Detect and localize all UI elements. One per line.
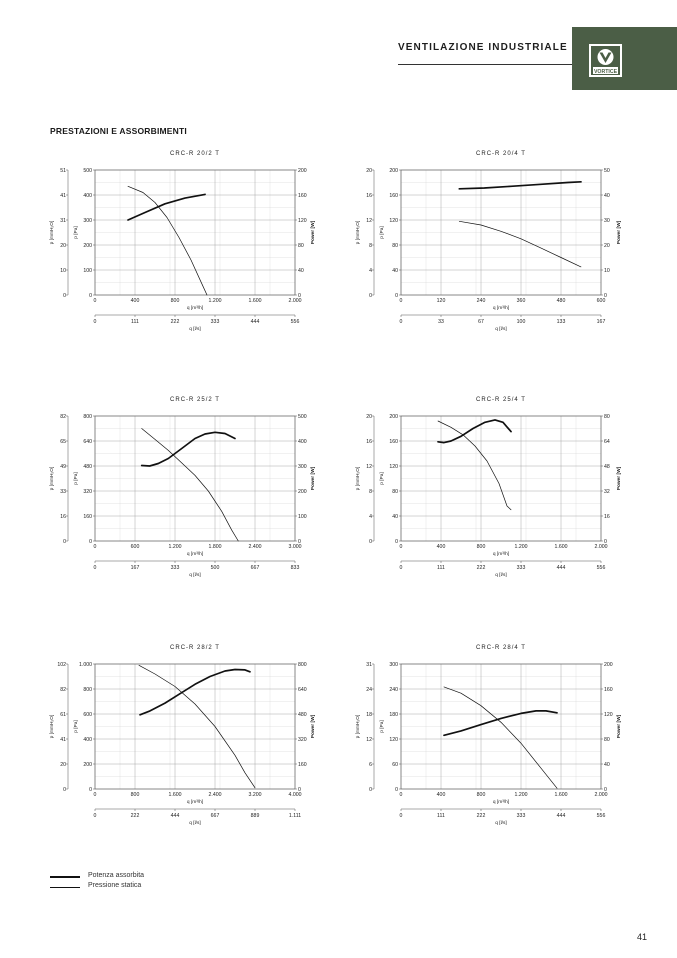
y-axis-label: p [Pa] — [74, 720, 79, 733]
x-tick-label: 1.200 — [208, 298, 222, 304]
ls-tick-label: 222 — [130, 813, 140, 819]
y-tick-label: 80 — [392, 243, 398, 249]
x-tick-label: 800 — [170, 298, 180, 304]
mm-tick-label: 102 — [57, 662, 66, 668]
y-tick-label: 200 — [83, 762, 92, 768]
y-tick-label: 100 — [83, 268, 92, 274]
mm-tick-label: 4 — [369, 514, 372, 520]
y2-tick-label: 30 — [604, 218, 610, 224]
pressure-curve — [438, 421, 511, 510]
x-tick-label: 1.600 — [554, 792, 568, 798]
ls-tick-label: 0 — [399, 565, 403, 571]
ls-tick-label: 67 — [478, 319, 484, 325]
y2-tick-label: 48 — [604, 464, 610, 470]
ls-tick-label: 0 — [93, 319, 97, 325]
ls-tick-label: 100 — [516, 319, 526, 325]
ls-axis-label: q [l/s] — [189, 573, 201, 578]
x-tick-label: 1.200 — [514, 792, 528, 798]
y-axis-label: p [Pa] — [74, 472, 79, 485]
mm-tick-label: 31 — [60, 218, 66, 224]
power-curve — [444, 711, 557, 735]
mm-tick-label: 33 — [60, 489, 66, 495]
y-tick-label: 800 — [83, 414, 92, 420]
x-tick-label: 0 — [93, 792, 97, 798]
x-tick-label: 120 — [436, 298, 446, 304]
chart-5 — [49, 645, 316, 826]
ls-axis-label: q [l/s] — [495, 821, 507, 826]
chart-title: CRC-R 20/4 T — [476, 151, 526, 157]
logo-wordmark: VORTICE — [593, 68, 618, 75]
x-tick-label: 1.600 — [248, 298, 262, 304]
ls-tick-label: 0 — [399, 319, 403, 325]
mm-tick-label: 8 — [369, 243, 372, 249]
y-tick-label: 160 — [83, 514, 92, 520]
y-tick-label: 640 — [83, 439, 92, 445]
power-curve — [142, 432, 235, 466]
power-curve — [128, 194, 205, 220]
chart-3 — [49, 397, 316, 578]
legend-label-power: Potenza assorbita — [88, 872, 145, 879]
x-tick-label: 1.200 — [168, 544, 182, 550]
ls-tick-label: 833 — [290, 565, 300, 571]
y2-tick-label: 40 — [298, 268, 304, 274]
y2-tick-label: 80 — [298, 243, 304, 249]
y-tick-label: 300 — [83, 218, 92, 224]
ls-tick-label: 333 — [516, 565, 526, 571]
y2-axis-label: Power [W] — [617, 714, 622, 739]
y2-tick-label: 16 — [604, 514, 610, 520]
ls-axis-label: q [l/s] — [189, 327, 201, 332]
x-tick-label: 1.600 — [554, 544, 568, 550]
y2-tick-label: 200 — [298, 489, 307, 495]
ls-tick-label: 556 — [596, 813, 606, 819]
ls-tick-label: 0 — [93, 565, 97, 571]
x-tick-label: 0 — [399, 298, 403, 304]
y2-tick-label: 40 — [604, 193, 610, 199]
mm-axis-label: p [mmH₂O] — [50, 714, 55, 739]
x-tick-label: 2.400 — [248, 544, 262, 550]
x-tick-label: 3.200 — [248, 792, 262, 798]
x-tick-label: 0 — [93, 544, 97, 550]
mm-tick-label: 12 — [366, 737, 372, 743]
y2-axis-label: Power [W] — [311, 466, 316, 491]
x-axis-label: q [m³/h] — [492, 800, 510, 805]
y-axis-label: p [Pa] — [380, 472, 385, 485]
y2-axis-label: Power [W] — [617, 220, 622, 245]
ls-tick-label: 167 — [596, 319, 606, 325]
mm-tick-label: 24 — [366, 687, 372, 693]
y-tick-label: 400 — [83, 737, 92, 743]
y-tick-label: 120 — [389, 737, 398, 743]
power-curve — [140, 670, 250, 715]
y2-tick-label: 320 — [298, 737, 307, 743]
mm-tick-label: 61 — [60, 712, 66, 718]
mm-tick-label: 16 — [366, 193, 372, 199]
y-tick-label: 400 — [83, 193, 92, 199]
y-tick-label: 0 — [395, 787, 398, 793]
y-tick-label: 480 — [83, 464, 92, 470]
mm-tick-label: 65 — [60, 439, 66, 445]
ls-tick-label: 33 — [438, 319, 444, 325]
y-tick-label: 40 — [392, 514, 398, 520]
x-tick-label: 0 — [399, 792, 403, 798]
y2-tick-label: 0 — [604, 293, 607, 299]
mm-tick-label: 0 — [369, 293, 372, 299]
y2-tick-label: 100 — [298, 514, 307, 520]
chart-2 — [355, 151, 622, 332]
y-tick-label: 0 — [89, 787, 92, 793]
y2-tick-label: 200 — [298, 168, 307, 174]
x-tick-label: 2.000 — [288, 298, 302, 304]
ls-tick-label: 222 — [476, 565, 486, 571]
mm-axis-label: p [mmH₂O] — [356, 220, 361, 245]
pressure-curve — [444, 687, 557, 788]
power-curve — [459, 182, 581, 189]
chart-6 — [355, 645, 622, 826]
legend-swatch-pressure — [50, 887, 80, 888]
x-tick-label: 0 — [93, 298, 97, 304]
y2-axis-label: Power [W] — [311, 714, 316, 739]
y2-tick-label: 120 — [604, 712, 613, 718]
y-tick-label: 300 — [389, 662, 398, 668]
ls-tick-label: 667 — [210, 813, 220, 819]
ls-tick-label: 444 — [170, 813, 180, 819]
x-axis-label: q [m³/h] — [186, 800, 204, 805]
mm-tick-label: 51 — [60, 168, 66, 174]
ls-tick-label: 133 — [556, 319, 566, 325]
pressure-curve — [459, 221, 581, 267]
x-tick-label: 2.000 — [594, 792, 608, 798]
chart-4 — [355, 397, 622, 578]
y-axis-label: p [Pa] — [380, 720, 385, 733]
y2-tick-label: 160 — [604, 687, 613, 693]
ls-axis-label: q [l/s] — [495, 327, 507, 332]
y-tick-label: 200 — [389, 414, 398, 420]
y2-tick-label: 0 — [604, 539, 607, 545]
mm-tick-label: 82 — [60, 414, 66, 420]
y2-tick-label: 32 — [604, 489, 610, 495]
mm-tick-label: 31 — [366, 662, 372, 668]
x-tick-label: 800 — [476, 544, 486, 550]
chart-title: CRC-R 20/2 T — [170, 151, 220, 157]
mm-tick-label: 49 — [60, 464, 66, 470]
ls-tick-label: 222 — [170, 319, 180, 325]
chart-title: CRC-R 28/2 T — [170, 645, 220, 651]
mm-axis-label: p [mmH₂O] — [50, 466, 55, 491]
y-tick-label: 0 — [89, 293, 92, 299]
y-tick-label: 0 — [89, 539, 92, 545]
ls-tick-label: 556 — [290, 319, 300, 325]
mm-tick-label: 20 — [60, 762, 66, 768]
mm-tick-label: 0 — [63, 539, 66, 545]
ls-tick-label: 111 — [131, 319, 139, 325]
mm-tick-label: 18 — [366, 712, 372, 718]
ls-tick-label: 444 — [556, 813, 566, 819]
y-tick-label: 180 — [389, 712, 398, 718]
x-axis-label: q [m³/h] — [186, 306, 204, 311]
y-tick-label: 1.000 — [79, 662, 92, 668]
ls-tick-label: 167 — [130, 565, 140, 571]
mm-tick-label: 8 — [369, 489, 372, 495]
ls-tick-label: 111 — [437, 813, 445, 819]
y2-tick-label: 0 — [298, 293, 301, 299]
y2-tick-label: 160 — [298, 193, 307, 199]
y-tick-label: 40 — [392, 268, 398, 274]
mm-tick-label: 20 — [366, 168, 372, 174]
y2-tick-label: 80 — [604, 737, 610, 743]
y2-tick-label: 20 — [604, 243, 610, 249]
mm-tick-label: 16 — [366, 439, 372, 445]
x-tick-label: 2.400 — [208, 792, 222, 798]
y-tick-label: 80 — [392, 489, 398, 495]
page-number: 41 — [637, 932, 648, 942]
mm-tick-label: 41 — [60, 737, 66, 743]
legend-label-pressure: Pressione statica — [88, 882, 142, 889]
y-axis-label: p [Pa] — [74, 226, 79, 239]
x-tick-label: 3.000 — [288, 544, 302, 550]
y-tick-label: 160 — [389, 439, 398, 445]
power-curve — [438, 420, 511, 443]
y2-tick-label: 200 — [604, 662, 613, 668]
mm-tick-label: 0 — [63, 293, 66, 299]
mm-tick-label: 0 — [369, 787, 372, 793]
x-axis-label: q [m³/h] — [186, 552, 204, 557]
header-title: VENTILAZIONE INDUSTRIALE — [398, 42, 568, 53]
mm-tick-label: 10 — [60, 268, 66, 274]
y2-tick-label: 0 — [604, 787, 607, 793]
y2-tick-label: 480 — [298, 712, 307, 718]
y-tick-label: 320 — [83, 489, 92, 495]
chart-title: CRC-R 25/2 T — [170, 397, 220, 403]
x-tick-label: 480 — [556, 298, 566, 304]
mm-tick-label: 12 — [366, 218, 372, 224]
ls-tick-label: 333 — [170, 565, 180, 571]
x-tick-label: 240 — [476, 298, 486, 304]
x-axis-label: q [m³/h] — [492, 306, 510, 311]
ls-tick-label: 0 — [399, 813, 403, 819]
ls-tick-label: 333 — [516, 813, 526, 819]
y2-tick-label: 300 — [298, 464, 307, 470]
x-tick-label: 1.200 — [514, 544, 528, 550]
ls-tick-label: 111 — [437, 565, 445, 571]
ls-tick-label: 667 — [250, 565, 260, 571]
x-tick-label: 360 — [516, 298, 526, 304]
mm-tick-label: 6 — [369, 762, 372, 768]
mm-tick-label: 20 — [366, 414, 372, 420]
y-tick-label: 600 — [83, 712, 92, 718]
y-tick-label: 160 — [389, 193, 398, 199]
ls-tick-label: 222 — [476, 813, 486, 819]
y-tick-label: 500 — [83, 168, 92, 174]
y2-tick-label: 0 — [298, 539, 301, 545]
ls-tick-label: 333 — [210, 319, 220, 325]
mm-tick-label: 20 — [60, 243, 66, 249]
y2-tick-label: 10 — [604, 268, 610, 274]
y2-tick-label: 500 — [298, 414, 307, 420]
mm-tick-label: 4 — [369, 268, 372, 274]
ls-axis-label: q [l/s] — [189, 821, 201, 826]
x-tick-label: 600 — [130, 544, 140, 550]
y2-tick-label: 120 — [298, 218, 307, 224]
mm-tick-label: 41 — [60, 193, 66, 199]
y2-tick-label: 40 — [604, 762, 610, 768]
ls-tick-label: 0 — [93, 813, 97, 819]
mm-axis-label: p [mmH₂O] — [356, 714, 361, 739]
x-tick-label: 0 — [399, 544, 403, 550]
ls-tick-label: 444 — [250, 319, 260, 325]
chart-1 — [49, 151, 316, 332]
y2-axis-label: Power [W] — [311, 220, 316, 245]
y-tick-label: 240 — [389, 687, 398, 693]
y2-tick-label: 640 — [298, 687, 307, 693]
ls-axis-label: q [l/s] — [495, 573, 507, 578]
pressure-curve — [142, 429, 239, 542]
x-tick-label: 1.600 — [168, 792, 182, 798]
mm-axis-label: p [mmH₂O] — [356, 466, 361, 491]
y2-tick-label: 64 — [604, 439, 610, 445]
section-title: PRESTAZIONI E ASSORBIMENTI — [50, 126, 187, 136]
chart-title: CRC-R 25/4 T — [476, 397, 526, 403]
x-tick-label: 600 — [596, 298, 606, 304]
y2-tick-label: 50 — [604, 168, 610, 174]
x-tick-label: 400 — [436, 792, 446, 798]
ls-tick-label: 889 — [250, 813, 260, 819]
x-tick-label: 4.000 — [288, 792, 302, 798]
ls-tick-label: 556 — [596, 565, 606, 571]
y-tick-label: 120 — [389, 218, 398, 224]
y-tick-label: 800 — [83, 687, 92, 693]
x-tick-label: 1.800 — [208, 544, 222, 550]
chart-title: CRC-R 28/4 T — [476, 645, 526, 651]
ls-tick-label: 444 — [556, 565, 566, 571]
x-axis-label: q [m³/h] — [492, 552, 510, 557]
x-tick-label: 2.000 — [594, 544, 608, 550]
mm-tick-label: 82 — [60, 687, 66, 693]
y2-axis-label: Power [W] — [617, 466, 622, 491]
mm-tick-label: 12 — [366, 464, 372, 470]
legend-swatch-power — [50, 876, 80, 878]
mm-tick-label: 0 — [369, 539, 372, 545]
y2-tick-label: 80 — [604, 414, 610, 420]
mm-axis-label: p [mmH₂O] — [50, 220, 55, 245]
y-tick-label: 0 — [395, 293, 398, 299]
y2-tick-label: 800 — [298, 662, 307, 668]
y-tick-label: 120 — [389, 464, 398, 470]
x-tick-label: 400 — [130, 298, 140, 304]
y2-tick-label: 0 — [298, 787, 301, 793]
x-tick-label: 400 — [436, 544, 446, 550]
y-axis-label: p [Pa] — [380, 226, 385, 239]
y-tick-label: 200 — [389, 168, 398, 174]
y-tick-label: 0 — [395, 539, 398, 545]
mm-tick-label: 0 — [63, 787, 66, 793]
y2-tick-label: 160 — [298, 762, 307, 768]
mm-tick-label: 16 — [60, 514, 66, 520]
x-tick-label: 800 — [130, 792, 140, 798]
y-tick-label: 200 — [83, 243, 92, 249]
ls-tick-label: 1.111 — [288, 813, 302, 819]
y-tick-label: 60 — [392, 762, 398, 768]
ls-tick-label: 500 — [210, 565, 220, 571]
y2-tick-label: 400 — [298, 439, 307, 445]
x-tick-label: 800 — [476, 792, 486, 798]
